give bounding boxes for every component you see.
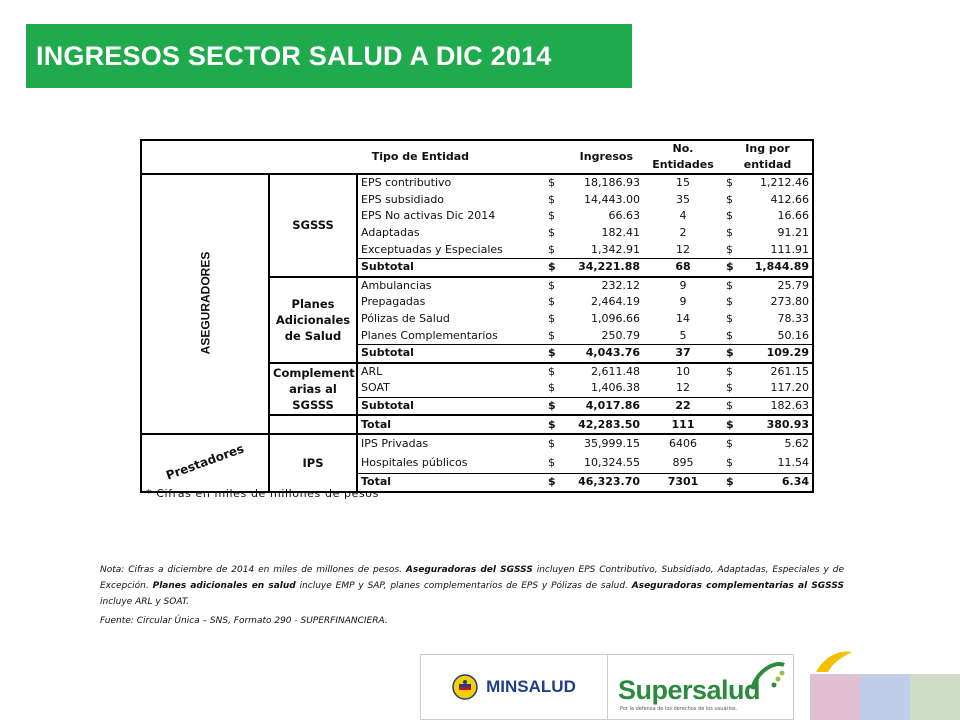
row-currency-2: $ (726, 437, 734, 451)
row-currency-2: $ (726, 242, 734, 256)
page-title: INGRESOS SECTOR SALUD A DIC 2014 (36, 40, 552, 71)
row-name: Ambulancias (361, 278, 432, 292)
row-entidades: 111 (643, 415, 723, 434)
row-ing-entidad: 50.16 (737, 327, 813, 344)
row-ing-entidad: 111.91 (737, 241, 813, 258)
row-entidades: 35 (676, 192, 691, 206)
row-ingresos: 34,221.88 (559, 258, 643, 276)
header-ing-por (723, 140, 813, 174)
header-entidades (643, 140, 723, 174)
row-ingresos: 250.79 (601, 328, 641, 342)
header-ingresos: Ingresos (545, 140, 643, 174)
row-currency: $ (545, 473, 559, 491)
row-ing-entidad: 25.79 (737, 277, 813, 295)
row-currency: $ (548, 209, 556, 223)
colombia-seal-icon (452, 674, 478, 700)
row-ing-entidad: 1,212.46 (737, 174, 813, 192)
row-name: Hospitales públicos (361, 456, 468, 470)
group-complementarias: Complement arias al SGSSS (269, 363, 357, 416)
row-currency-2: $ (726, 328, 734, 342)
group-ips: IPS (269, 434, 357, 492)
row-entidades: 15 (676, 176, 691, 190)
prestadores-cell (141, 434, 269, 492)
row-ingresos: 10,324.55 (584, 456, 641, 470)
row-ingresos: 46,323.70 (559, 473, 643, 491)
row-ingresos: 4,043.76 (559, 344, 643, 362)
row-currency-2: $ (723, 473, 737, 491)
row-ingresos: 1,406.38 (591, 381, 641, 395)
row-ing-entidad: 16.66 (737, 208, 813, 225)
row-currency-2: $ (726, 295, 734, 309)
header-entidades-line2: Entidades (652, 158, 714, 171)
row-ing-entidad: 182.63 (737, 397, 813, 415)
row-name: Total (357, 415, 545, 434)
row-entidades: 68 (643, 258, 723, 276)
row-entidades: 5 (679, 328, 687, 342)
row-ingresos: 182.41 (601, 226, 641, 240)
row-currency-2: $ (723, 258, 737, 276)
row-currency-2: $ (726, 456, 734, 470)
row-ingresos: 232.12 (601, 278, 641, 292)
row-currency: $ (545, 397, 559, 415)
row-ing-entidad: 78.33 (737, 311, 813, 328)
supersalud-tagline: Por la defensa de los derechos de los usuarios. (620, 706, 738, 712)
minsalud-wordmark: MINSALUD (486, 677, 576, 696)
row-ing-entidad: 117.20 (737, 380, 813, 397)
row-ingresos: 42,283.50 (559, 415, 643, 434)
row-currency-2: $ (726, 192, 734, 206)
row-ing-entidad: 5.62 (737, 434, 813, 454)
row-currency: $ (548, 437, 556, 451)
header-entidades-line1: No. (672, 142, 694, 155)
income-table-container (140, 139, 812, 493)
row-currency-2: $ (726, 381, 734, 395)
row-ing-entidad: 273.80 (737, 294, 813, 311)
row-currency: $ (545, 415, 559, 434)
row-name: Total (357, 473, 545, 491)
row-entidades: 4 (679, 209, 687, 223)
row-ingresos: 18,186.93 (584, 176, 641, 190)
row-currency-2: $ (723, 344, 737, 362)
row-currency-2: $ (726, 312, 734, 326)
decorative-corner-icon (806, 650, 960, 720)
row-currency-2: $ (726, 364, 734, 378)
row-ingresos: 2,611.48 (591, 364, 641, 378)
nota-bold-2: Planes adicionales en salud (152, 581, 296, 591)
row-ing-entidad: 91.21 (737, 225, 813, 242)
row-entidades: 12 (676, 381, 691, 395)
title-banner (26, 24, 632, 88)
fuente-text: Fuente: Circular Única – SNS, Formato 290 - SUPERFINANCIERA. (100, 616, 388, 626)
row-name: Subtotal (357, 397, 545, 415)
nota-bold-1: Aseguradoras del SGSSS (405, 565, 533, 575)
row-name: Planes Complementarios (361, 328, 498, 342)
row-currency: $ (545, 344, 559, 362)
row-currency: $ (548, 328, 556, 342)
row-currency-2: $ (726, 226, 734, 240)
row-name: EPS subsidiado (361, 192, 445, 206)
aseguradores-label: ASEGURADORES (198, 252, 212, 355)
prestadores-label: Prestadores (164, 441, 246, 483)
row-ing-entidad: 261.15 (737, 363, 813, 381)
header-ing-por-line1: Ing por (745, 142, 790, 155)
row-entidades: 6406 (669, 437, 698, 451)
row-entidades: 37 (643, 344, 723, 362)
row-ing-entidad: 1,844.89 (737, 258, 813, 276)
row-currency: $ (548, 242, 556, 256)
table-row (141, 434, 813, 454)
row-currency: $ (548, 278, 556, 292)
row-ing-entidad: 380.93 (737, 415, 813, 434)
aseguradores-cell (141, 174, 269, 434)
nota-text-2: incluyen EPS Contributivo, Subsidiado, Adaptadas, Especiales y de Excepción. (100, 565, 844, 591)
row-entidades: 9 (679, 295, 687, 309)
row-name: Prepagadas (361, 295, 426, 309)
table-row (141, 174, 813, 192)
row-currency-2: $ (723, 415, 737, 434)
row-name: IPS Privadas (361, 437, 429, 451)
row-currency: $ (548, 295, 556, 309)
row-ing-entidad: 109.29 (737, 344, 813, 362)
row-ing-entidad: 11.54 (737, 454, 813, 474)
row-currency: $ (545, 258, 559, 276)
row-name: Exceptuadas y Especiales (361, 242, 503, 256)
logos-strip (420, 654, 794, 720)
row-name: EPS No activas Dic 2014 (361, 209, 496, 223)
row-entidades: 22 (643, 397, 723, 415)
empty-cell (269, 415, 357, 434)
row-currency-2: $ (726, 209, 734, 223)
row-name: Subtotal (357, 344, 545, 362)
group-planes: Planes Adicionales de Salud (269, 277, 357, 363)
row-currency: $ (548, 381, 556, 395)
income-table (140, 139, 814, 493)
row-ingresos: 14,443.00 (584, 192, 641, 206)
row-ing-entidad: 6.34 (737, 473, 813, 491)
table-header-row (141, 140, 813, 174)
supersalud-swirl-icon (748, 659, 788, 693)
row-entidades: 10 (676, 364, 691, 378)
nota-text-4: incluye ARL y SOAT. (100, 597, 190, 607)
nota-text-3: incluye EMP y SAP, planes complementarios de EPS y Pólizas de salud. (295, 581, 632, 591)
row-name: Adaptadas (361, 226, 420, 240)
row-ingresos: 66.63 (608, 209, 641, 223)
row-name: EPS contributivo (361, 176, 452, 190)
row-name: ARL (361, 364, 383, 378)
row-currency: $ (548, 456, 556, 470)
row-ingresos: 1,342.91 (591, 242, 641, 256)
minsalud-logo (421, 655, 608, 719)
header-ing-por-line2: entidad (743, 158, 792, 171)
row-entidades: 12 (676, 242, 691, 256)
nota-bold-3: Aseguradoras complementarias al SGSSS (631, 581, 844, 591)
row-currency: $ (548, 192, 556, 206)
nota-text-1: Nota: Cifras a diciembre de 2014 en miles de millones de pesos. (100, 565, 406, 575)
row-entidades: 2 (679, 226, 687, 240)
row-name: Subtotal (357, 258, 545, 276)
row-currency-2: $ (726, 176, 734, 190)
row-ingresos: 1,096.66 (591, 312, 641, 326)
header-tipo: Tipo de Entidad (141, 140, 545, 174)
group-sgsss: SGSSS (269, 174, 357, 277)
row-currency-2: $ (723, 397, 737, 415)
row-ingresos: 35,999.15 (584, 437, 641, 451)
row-currency: $ (548, 312, 556, 326)
row-ing-entidad: 412.66 (737, 192, 813, 209)
row-ingresos: 2,464.19 (591, 295, 641, 309)
row-currency-2: $ (726, 278, 734, 292)
row-currency: $ (548, 226, 556, 240)
row-ingresos: 4,017.86 (559, 397, 643, 415)
row-currency: $ (548, 364, 556, 378)
supersalud-logo (608, 655, 793, 719)
row-name: Pólizas de Salud (361, 312, 450, 326)
row-name: SOAT (361, 381, 390, 395)
supersalud-wordmark: Supersalud (618, 675, 761, 705)
row-entidades: 7301 (643, 473, 723, 491)
nota-paragraph (100, 562, 844, 610)
row-entidades: 895 (672, 456, 694, 470)
row-currency: $ (548, 176, 556, 190)
row-entidades: 14 (676, 312, 691, 326)
table-footnote: * Cifras en miles de millones de pesos (146, 487, 379, 500)
row-entidades: 9 (679, 278, 687, 292)
